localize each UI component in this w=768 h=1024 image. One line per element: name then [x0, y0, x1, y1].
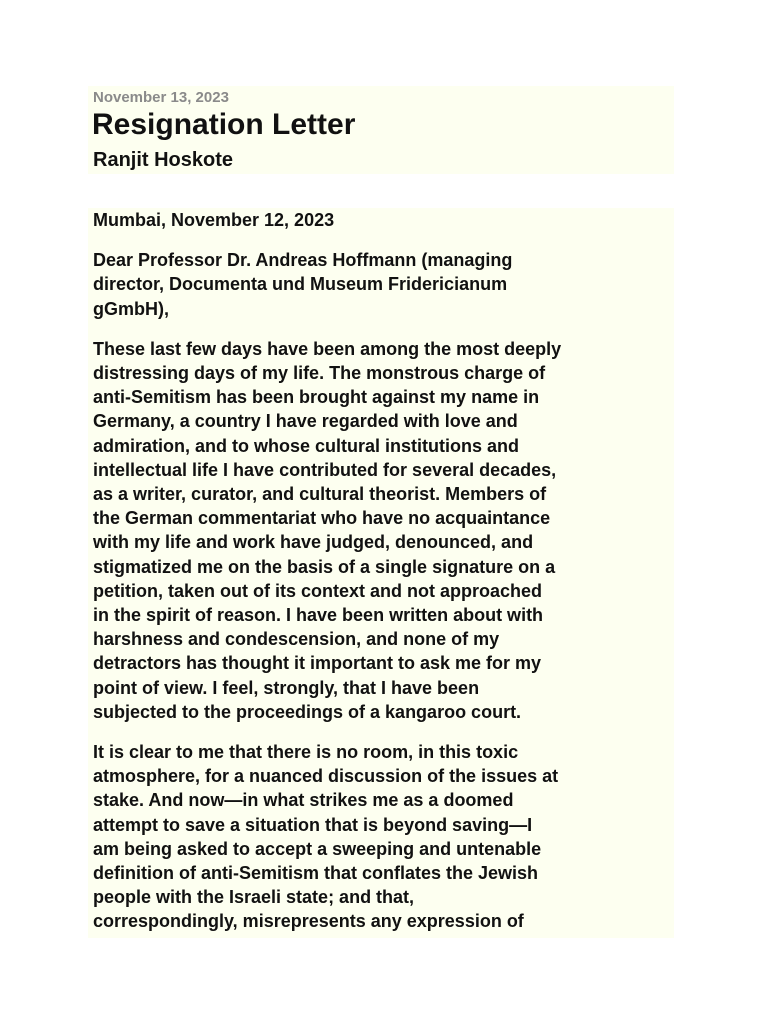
letter-header: [88, 86, 674, 174]
text-line: detractors has thought it important to ask me for my: [93, 653, 542, 674]
text-line: petition, taken out of its context and not approached: [93, 580, 543, 601]
text-line: admiration, and to whose cultural institutions and: [93, 435, 520, 456]
text-line: definition of anti-Semitism that conflates the Jewish: [93, 863, 539, 884]
text-line: as a writer, curator, and cultural theorist. Members of: [93, 484, 547, 505]
paragraph-2: [93, 740, 673, 934]
text-line: with my life and work have judged, denounced, and: [93, 532, 534, 553]
paragraph-1: [93, 337, 673, 724]
text-line: stigmatized me on the basis of a single signature on a: [93, 556, 556, 577]
text-line: attempt to save a situation that is beyond saving—I: [93, 814, 533, 835]
text-line: point of view. I feel, strongly, that I have been: [93, 677, 480, 698]
text-line: anti-Semitism has been brought against my name in: [93, 387, 540, 408]
text-line: stake. And now—in what strikes me as a doomed: [93, 790, 514, 811]
text-line: people with the Israeli state; and that,: [93, 887, 415, 908]
text-line: director, Documenta und Museum Fridericianum: [93, 274, 508, 295]
text-line: These last few days have been among the most deeply: [93, 338, 562, 359]
text-line: gGmbH),: [93, 298, 169, 319]
salutation: [93, 248, 673, 321]
text-line: in the spirit of reason. I have been written about with: [93, 605, 544, 626]
text-line: Germany, a country I have regarded with love and: [93, 411, 518, 432]
letter-body: [88, 208, 674, 938]
place-date-line: [93, 208, 673, 232]
text-line: correspondingly, misrepresents any expression of: [93, 911, 524, 932]
text-line: harshness and condescension, and none of my: [93, 629, 500, 650]
text-line: distressing days of my life. The monstrous charge of: [93, 363, 546, 384]
text-line: am being asked to accept a sweeping and untenable: [93, 838, 542, 859]
text-line: Mumbai, November 12, 2023: [93, 210, 335, 230]
page-title: Resignation Letter: [92, 108, 356, 141]
text-line: Dear Professor Dr. Andreas Hoffmann (managing: [93, 250, 513, 271]
letter-text: [93, 208, 673, 938]
text-line: the German commentariat who have no acquaintance: [93, 508, 551, 529]
text-line: It is clear to me that there is no room, in this toxic: [93, 742, 519, 763]
text-line: subjected to the proceedings of a kangaroo court.: [93, 701, 522, 722]
text-line: intellectual life I have contributed for several decades,: [93, 459, 557, 480]
publication-date: November 13, 2023: [93, 89, 229, 106]
text-line: atmosphere, for a nuanced discussion of the issues at: [93, 766, 559, 787]
author-name: Ranjit Hoskote: [93, 149, 234, 171]
